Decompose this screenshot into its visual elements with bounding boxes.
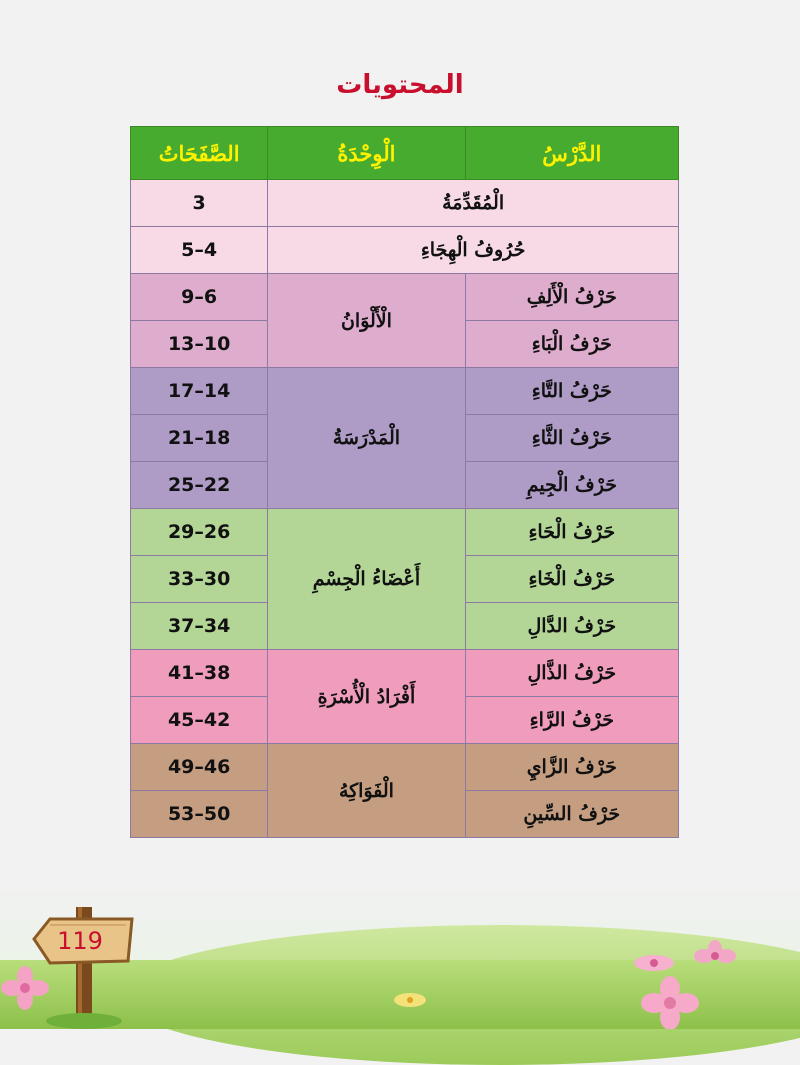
pages-cell: 53–50 <box>131 791 268 838</box>
unit-cell-family: أَفْرَادُ الْأُسْرَةِ <box>268 650 465 744</box>
unit-cell-colors: الْأَلْوَانُ <box>268 274 465 368</box>
pages-cell: 9–6 <box>131 274 268 321</box>
lesson-cell: حَرْفُ الذَّالِ <box>465 650 678 697</box>
signpost-icon <box>28 905 138 1029</box>
unit-cell-body: أَعْضَاءُ الْجِسْمِ <box>268 509 465 650</box>
table-row <box>131 274 679 321</box>
table-row <box>131 368 679 415</box>
lesson-cell: حَرْفُ التَّاءِ <box>465 368 678 415</box>
table-row-alphabet <box>131 227 679 274</box>
table-row-intro <box>131 180 679 227</box>
lesson-cell: حَرْفُ الْأَلِفِ <box>465 274 678 321</box>
table-row <box>131 650 679 697</box>
pages-cell: 29–26 <box>131 509 268 556</box>
lesson-cell: حَرْفُ الزَّايِ <box>465 744 678 791</box>
pages-cell: 37–34 <box>131 603 268 650</box>
unit-cell-school: الْمَدْرَسَةُ <box>268 368 465 509</box>
header-pages: الصَّفَحَاتُ <box>131 127 268 180</box>
page-number: 119 <box>57 927 103 955</box>
lesson-cell: حَرْفُ الثَّاءِ <box>465 415 678 462</box>
yellow-flower-icon <box>390 990 430 1010</box>
pages-cell: 21–18 <box>131 415 268 462</box>
pages-cell: 13–10 <box>131 321 268 368</box>
lesson-cell: حَرْفُ الدَّالِ <box>465 603 678 650</box>
lesson-cell: حَرْفُ الرَّاءِ <box>465 697 678 744</box>
pages-cell: 33–30 <box>131 556 268 603</box>
pages-cell: 41–38 <box>131 650 268 697</box>
alphabet-label: حُرُوفُ الْهِجَاءِ <box>268 227 679 274</box>
lesson-cell: حَرْفُ الْحَاءِ <box>465 509 678 556</box>
header-row <box>131 127 679 180</box>
page-title: المحتويات <box>336 70 464 100</box>
lesson-cell: حَرْفُ الْخَاءِ <box>465 556 678 603</box>
pink-flower-icon <box>630 952 678 974</box>
pages-cell: 45–42 <box>131 697 268 744</box>
pink-flower-icon <box>640 975 700 1029</box>
pages-cell: 49–46 <box>131 744 268 791</box>
unit-cell-fruit: الْفَوَاكِهُ <box>268 744 465 838</box>
lesson-cell: حَرْفُ الْجِيمِ <box>465 462 678 509</box>
header-unit: الْوِحْدَةُ <box>268 127 465 180</box>
pages-cell: 17–14 <box>131 368 268 415</box>
lesson-cell: حَرْفُ الْبَاءِ <box>465 321 678 368</box>
pink-flower-icon <box>690 940 740 970</box>
contents-table <box>130 126 679 838</box>
pages-cell: 25–22 <box>131 462 268 509</box>
alphabet-pages: 5–4 <box>131 227 268 274</box>
lesson-cell: حَرْفُ السِّينِ <box>465 791 678 838</box>
intro-pages: 3 <box>131 180 268 227</box>
intro-label: الْمُقَدِّمَةُ <box>268 180 679 227</box>
header-lesson: الدَّرْسُ <box>465 127 678 180</box>
table-row <box>131 509 679 556</box>
table-row <box>131 744 679 791</box>
